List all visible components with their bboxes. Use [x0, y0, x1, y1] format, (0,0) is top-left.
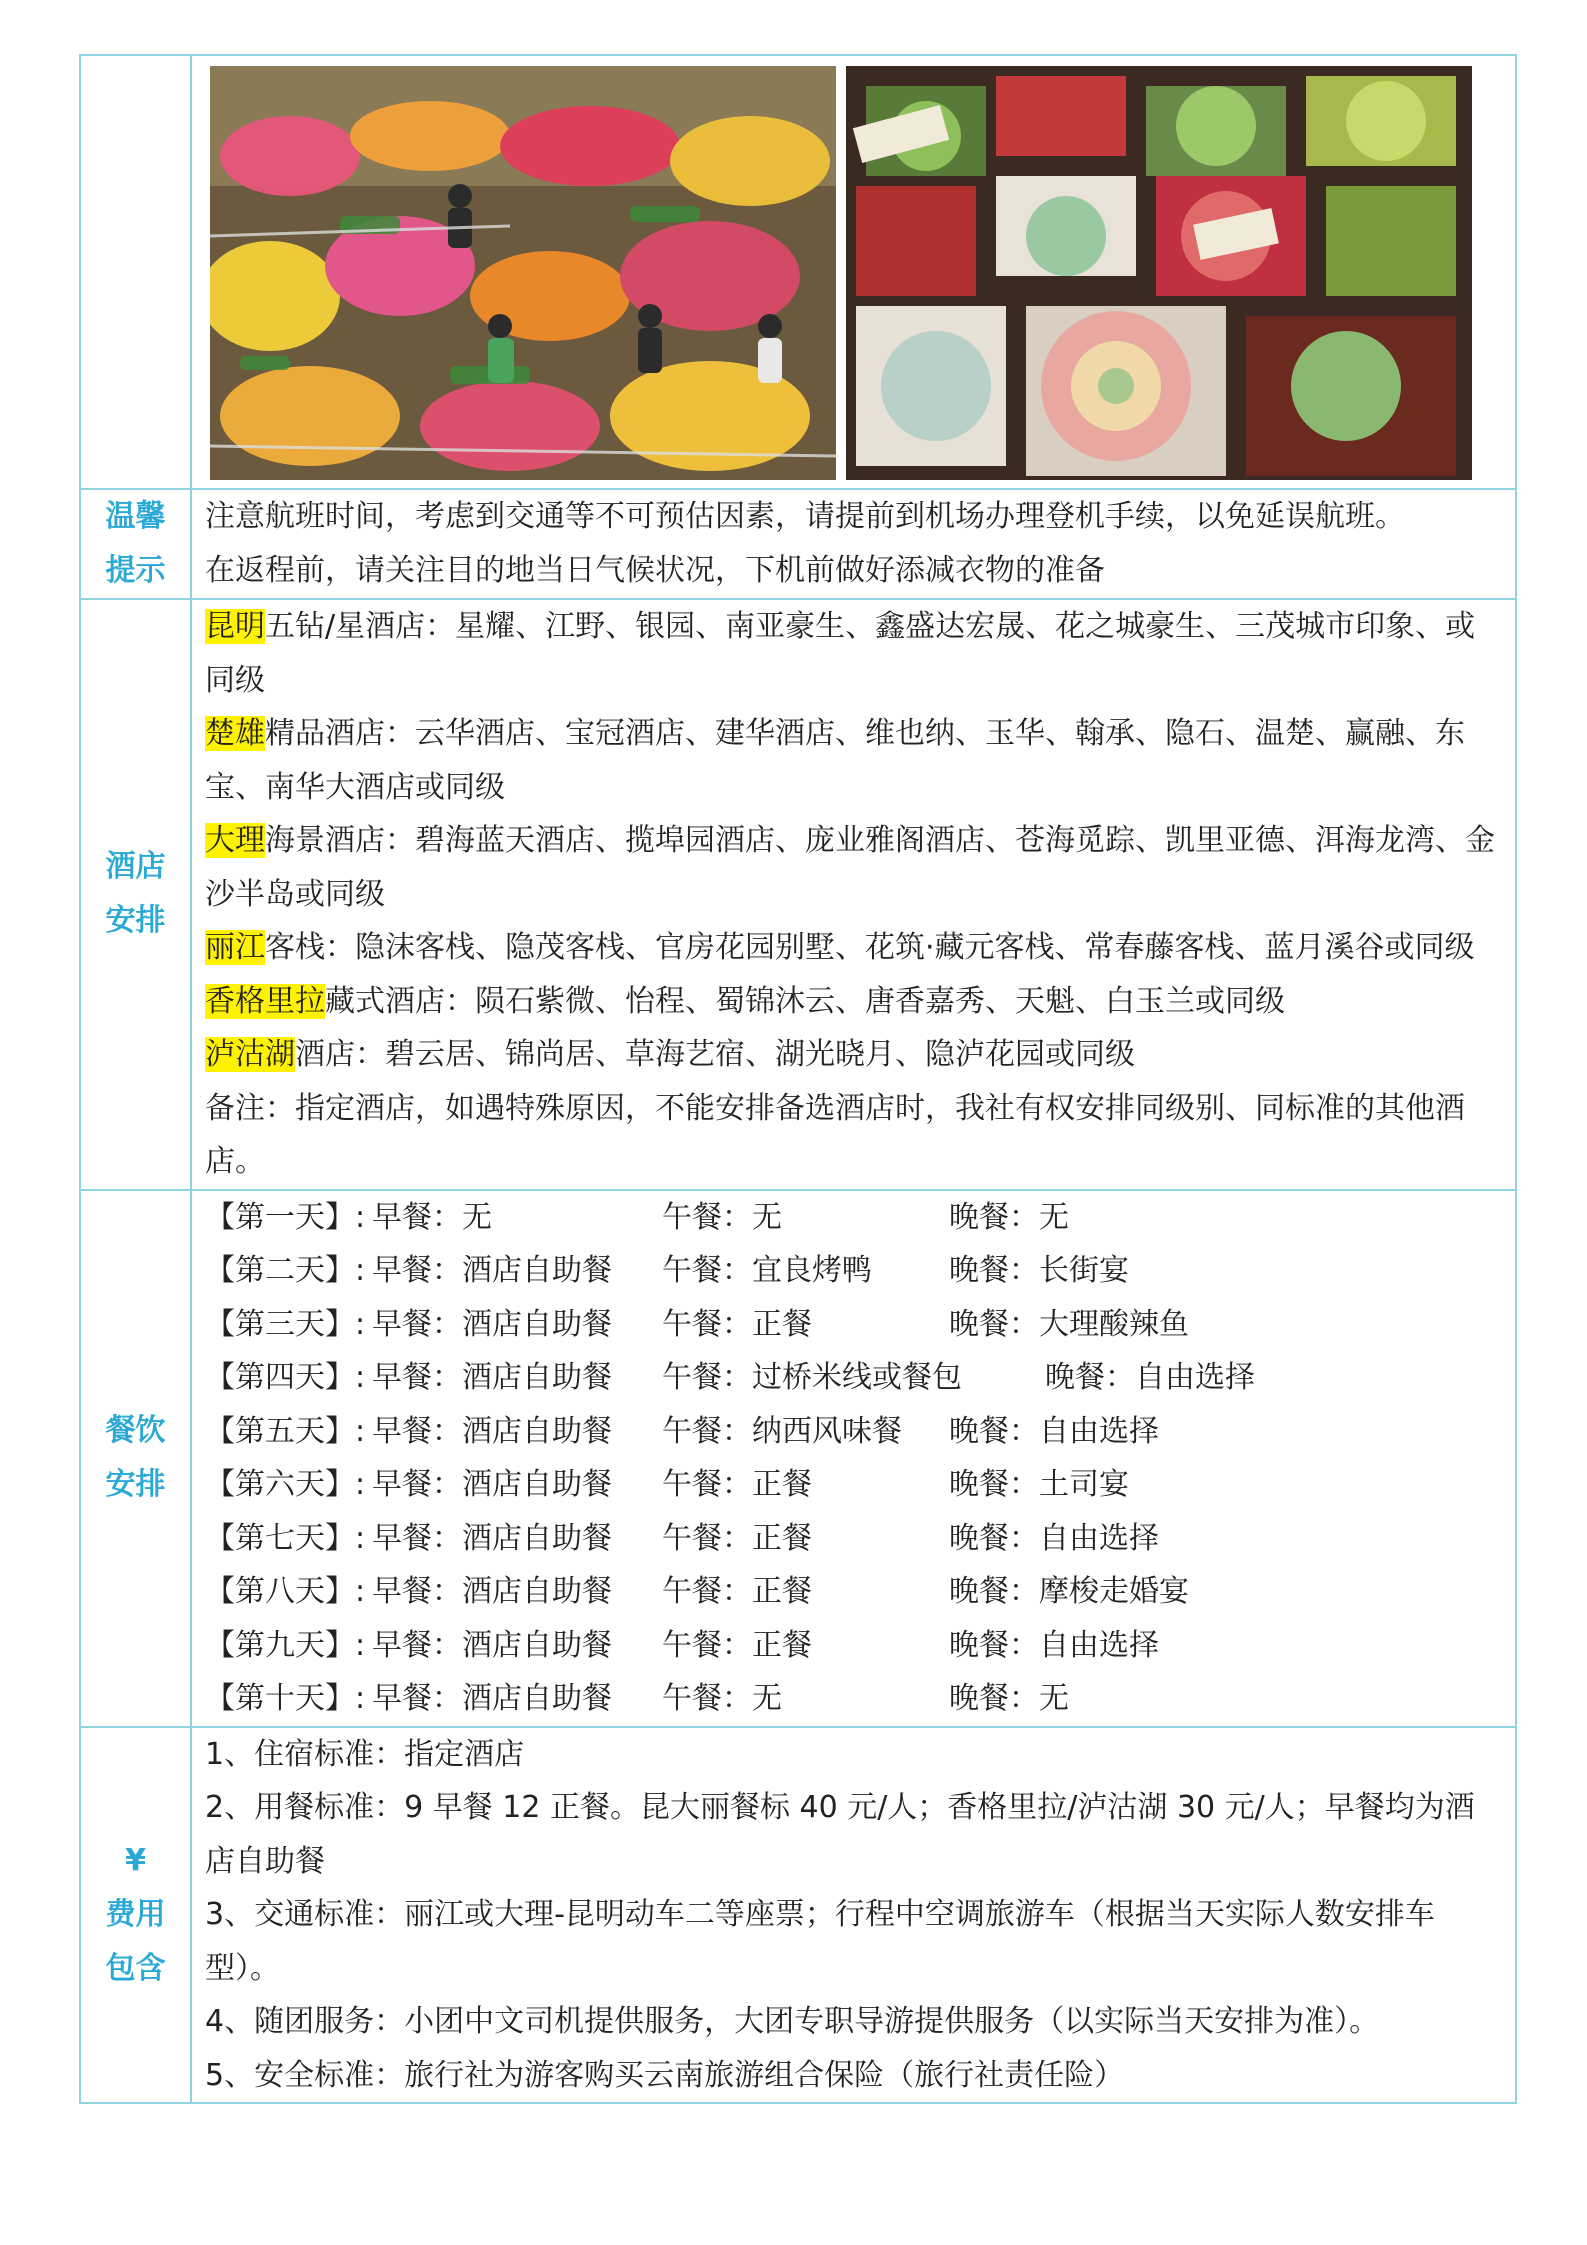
photo-row	[81, 56, 1515, 490]
tips-label-line-1: 温馨	[105, 499, 166, 534]
hotel-entry	[205, 600, 1503, 707]
meal-day-row	[205, 1351, 1503, 1405]
hotel-entry	[205, 814, 1503, 921]
meal-breakfast: 早餐：无	[372, 1199, 492, 1235]
meal-day: 【第七天】:	[205, 1520, 366, 1556]
tips-label	[81, 490, 192, 598]
meal-breakfast: 早餐：酒店自助餐	[372, 1574, 612, 1609]
hotel-entry	[205, 1028, 1503, 1082]
meal-breakfast: 早餐：酒店自助餐	[372, 1360, 612, 1395]
fees-row	[81, 1728, 1515, 2103]
meal-lunch: 午餐：无	[662, 1199, 782, 1235]
hotel-place: 楚雄	[205, 716, 265, 751]
hotels-label	[81, 600, 192, 1189]
meal-day-row	[205, 1191, 1503, 1245]
meal-dinner: 晚餐：自由选择	[949, 1520, 1159, 1556]
meals-label-line-2: 安排	[105, 1467, 166, 1502]
hotel-text: 精品酒店：云华酒店、宝冠酒店、建华酒店、维也纳、玉华、翰承、隐石、温楚、赢融、东宝、南华大酒店或同级	[205, 716, 1465, 805]
meal-dinner: 晚餐：自由选择	[949, 1627, 1159, 1663]
meal-dinner: 晚餐：自由选择	[949, 1413, 1159, 1449]
flower-market-photo	[210, 66, 836, 480]
hotels-row	[81, 600, 1515, 1191]
hotels-label-line-2: 安排	[105, 903, 166, 939]
succulent-market-photo	[846, 66, 1472, 480]
hotel-place: 泸沽湖	[205, 1037, 295, 1072]
meal-day-row	[205, 1405, 1503, 1459]
meals-label-line-1: 餐饮	[105, 1413, 166, 1448]
hotel-entry	[205, 975, 1503, 1029]
hotel-text: 客栈：隐沫客栈、隐茂客栈、官房花园别墅、花筑·藏元客栈、常春藤客栈、蓝月溪谷或同级	[265, 930, 1475, 965]
meal-day-row	[205, 1672, 1503, 1726]
meals-label	[81, 1191, 192, 1726]
meals-row	[81, 1191, 1515, 1728]
meal-dinner: 晚餐：自由选择	[1045, 1360, 1255, 1395]
hotel-place: 丽江	[205, 930, 265, 965]
yuan-icon: ¥	[125, 1842, 146, 1878]
tips-row	[81, 490, 1515, 600]
meal-dinner: 晚餐：大理酸辣鱼	[949, 1306, 1189, 1342]
hotel-entry	[205, 921, 1503, 975]
fee-item: 2、用餐标准：9 早餐 12 正餐。昆大丽餐标 40 元/人；香格里拉/泸沽湖 30 元/人；早餐均为酒店自助餐	[205, 1790, 1475, 1879]
meal-lunch: 午餐：正餐	[662, 1574, 812, 1609]
meal-day: 【第四天】:	[205, 1360, 366, 1395]
meal-day-row	[205, 1458, 1503, 1512]
hotel-text: 海景酒店：碧海蓝天酒店、揽埠园酒店、庞业雅阁酒店、苍海觅踪、凯里亚德、洱海龙湾、金沙半岛或同级	[205, 823, 1495, 912]
hotel-text: 藏式酒店：陨石紫微、怡程、蜀锦沐云、唐香嘉秀、天魁、白玉兰或同级	[325, 983, 1285, 1019]
meal-dinner: 晚餐：无	[949, 1199, 1069, 1235]
hotel-note: 备注：指定酒店，如遇特殊原因，不能安排备选酒店时，我社有权安排同级别、同标准的其他酒店。	[205, 1090, 1465, 1179]
fee-item: 4、随团服务：小团中文司机提供服务，大团专职导游提供服务（以实际当天安排为准）。	[205, 2004, 1380, 2039]
meal-day: 【第八天】:	[205, 1574, 366, 1609]
fee-item: 1、住宿标准：指定酒店	[205, 1736, 525, 1772]
meal-lunch: 午餐：正餐	[662, 1627, 812, 1663]
meal-day-row	[205, 1565, 1503, 1619]
meal-lunch: 午餐：正餐	[662, 1306, 812, 1342]
hotel-text: 五钻/星酒店：星耀、江野、银园、南亚豪生、鑫盛达宏晟、花之城豪生、三茂城市印象、或同级	[205, 609, 1476, 698]
meal-dinner: 晚餐：摩梭走婚宴	[949, 1574, 1189, 1609]
hotel-text: 酒店：碧云居、锦尚居、草海艺宿、湖光晓月、隐泸花园或同级	[295, 1037, 1135, 1072]
meal-day-row	[205, 1619, 1503, 1673]
meal-lunch: 午餐：宜良烤鸭	[662, 1253, 872, 1288]
meal-breakfast: 早餐：酒店自助餐	[372, 1306, 612, 1342]
meal-lunch: 午餐：纳西风味餐	[662, 1413, 902, 1449]
photo-row-label	[81, 56, 192, 488]
meal-day-row	[205, 1512, 1503, 1566]
hotel-place: 昆明	[205, 609, 265, 644]
tips-label-line-2: 提示	[105, 553, 166, 588]
fee-item: 3、交通标准：丽江或大理-昆明动车二等座票；行程中空调旅游车（根据当天实际人数安排车型）。	[205, 1897, 1435, 1986]
meal-lunch: 午餐：正餐	[662, 1467, 812, 1502]
hotel-entry	[205, 707, 1503, 814]
meal-dinner: 晚餐：无	[949, 1681, 1069, 1716]
meal-lunch: 午餐：正餐	[662, 1520, 812, 1556]
meal-breakfast: 早餐：酒店自助餐	[372, 1413, 612, 1449]
meal-dinner: 晚餐：长街宴	[949, 1253, 1129, 1288]
meal-breakfast: 早餐：酒店自助餐	[372, 1253, 612, 1288]
hotels-label-line-1: 酒店	[105, 849, 166, 885]
meal-breakfast: 早餐：酒店自助餐	[372, 1627, 612, 1663]
meal-day-row	[205, 1244, 1503, 1298]
meal-day: 【第九天】:	[205, 1627, 366, 1663]
itinerary-table	[79, 54, 1517, 2104]
meal-day: 【第十天】:	[205, 1681, 366, 1716]
meal-breakfast: 早餐：酒店自助餐	[372, 1681, 612, 1716]
meal-breakfast: 早餐：酒店自助餐	[372, 1467, 612, 1502]
hotel-place: 香格里拉	[205, 983, 325, 1019]
meal-lunch: 午餐：无	[662, 1681, 782, 1716]
fee-item: 5、安全标准：旅行社为游客购买云南旅游组合保险（旅行社责任险）	[205, 2057, 1125, 2093]
tips-line: 注意航班时间，考虑到交通等不可预估因素，请提前到机场办理登机手续，以免延误航班。	[205, 499, 1405, 534]
meal-day-row	[205, 1298, 1503, 1352]
meal-day: 【第一天】:	[205, 1199, 366, 1235]
meal-breakfast: 早餐：酒店自助餐	[372, 1520, 612, 1556]
meal-day: 【第五天】:	[205, 1413, 366, 1449]
meal-day: 【第六天】:	[205, 1467, 366, 1502]
meal-day: 【第三天】:	[205, 1306, 366, 1342]
meal-lunch: 午餐：过桥米线或餐包	[662, 1360, 962, 1395]
meal-day: 【第二天】:	[205, 1253, 366, 1288]
fees-label-line-1: 费用	[105, 1896, 166, 1932]
fees-label-line-2: 包含	[105, 1950, 166, 1986]
hotel-place: 大理	[205, 823, 265, 858]
tips-line: 在返程前，请关注目的地当日气候状况，下机前做好添减衣物的准备	[205, 552, 1105, 588]
fees-label	[81, 1728, 192, 2103]
meal-dinner: 晚餐：土司宴	[949, 1467, 1129, 1502]
